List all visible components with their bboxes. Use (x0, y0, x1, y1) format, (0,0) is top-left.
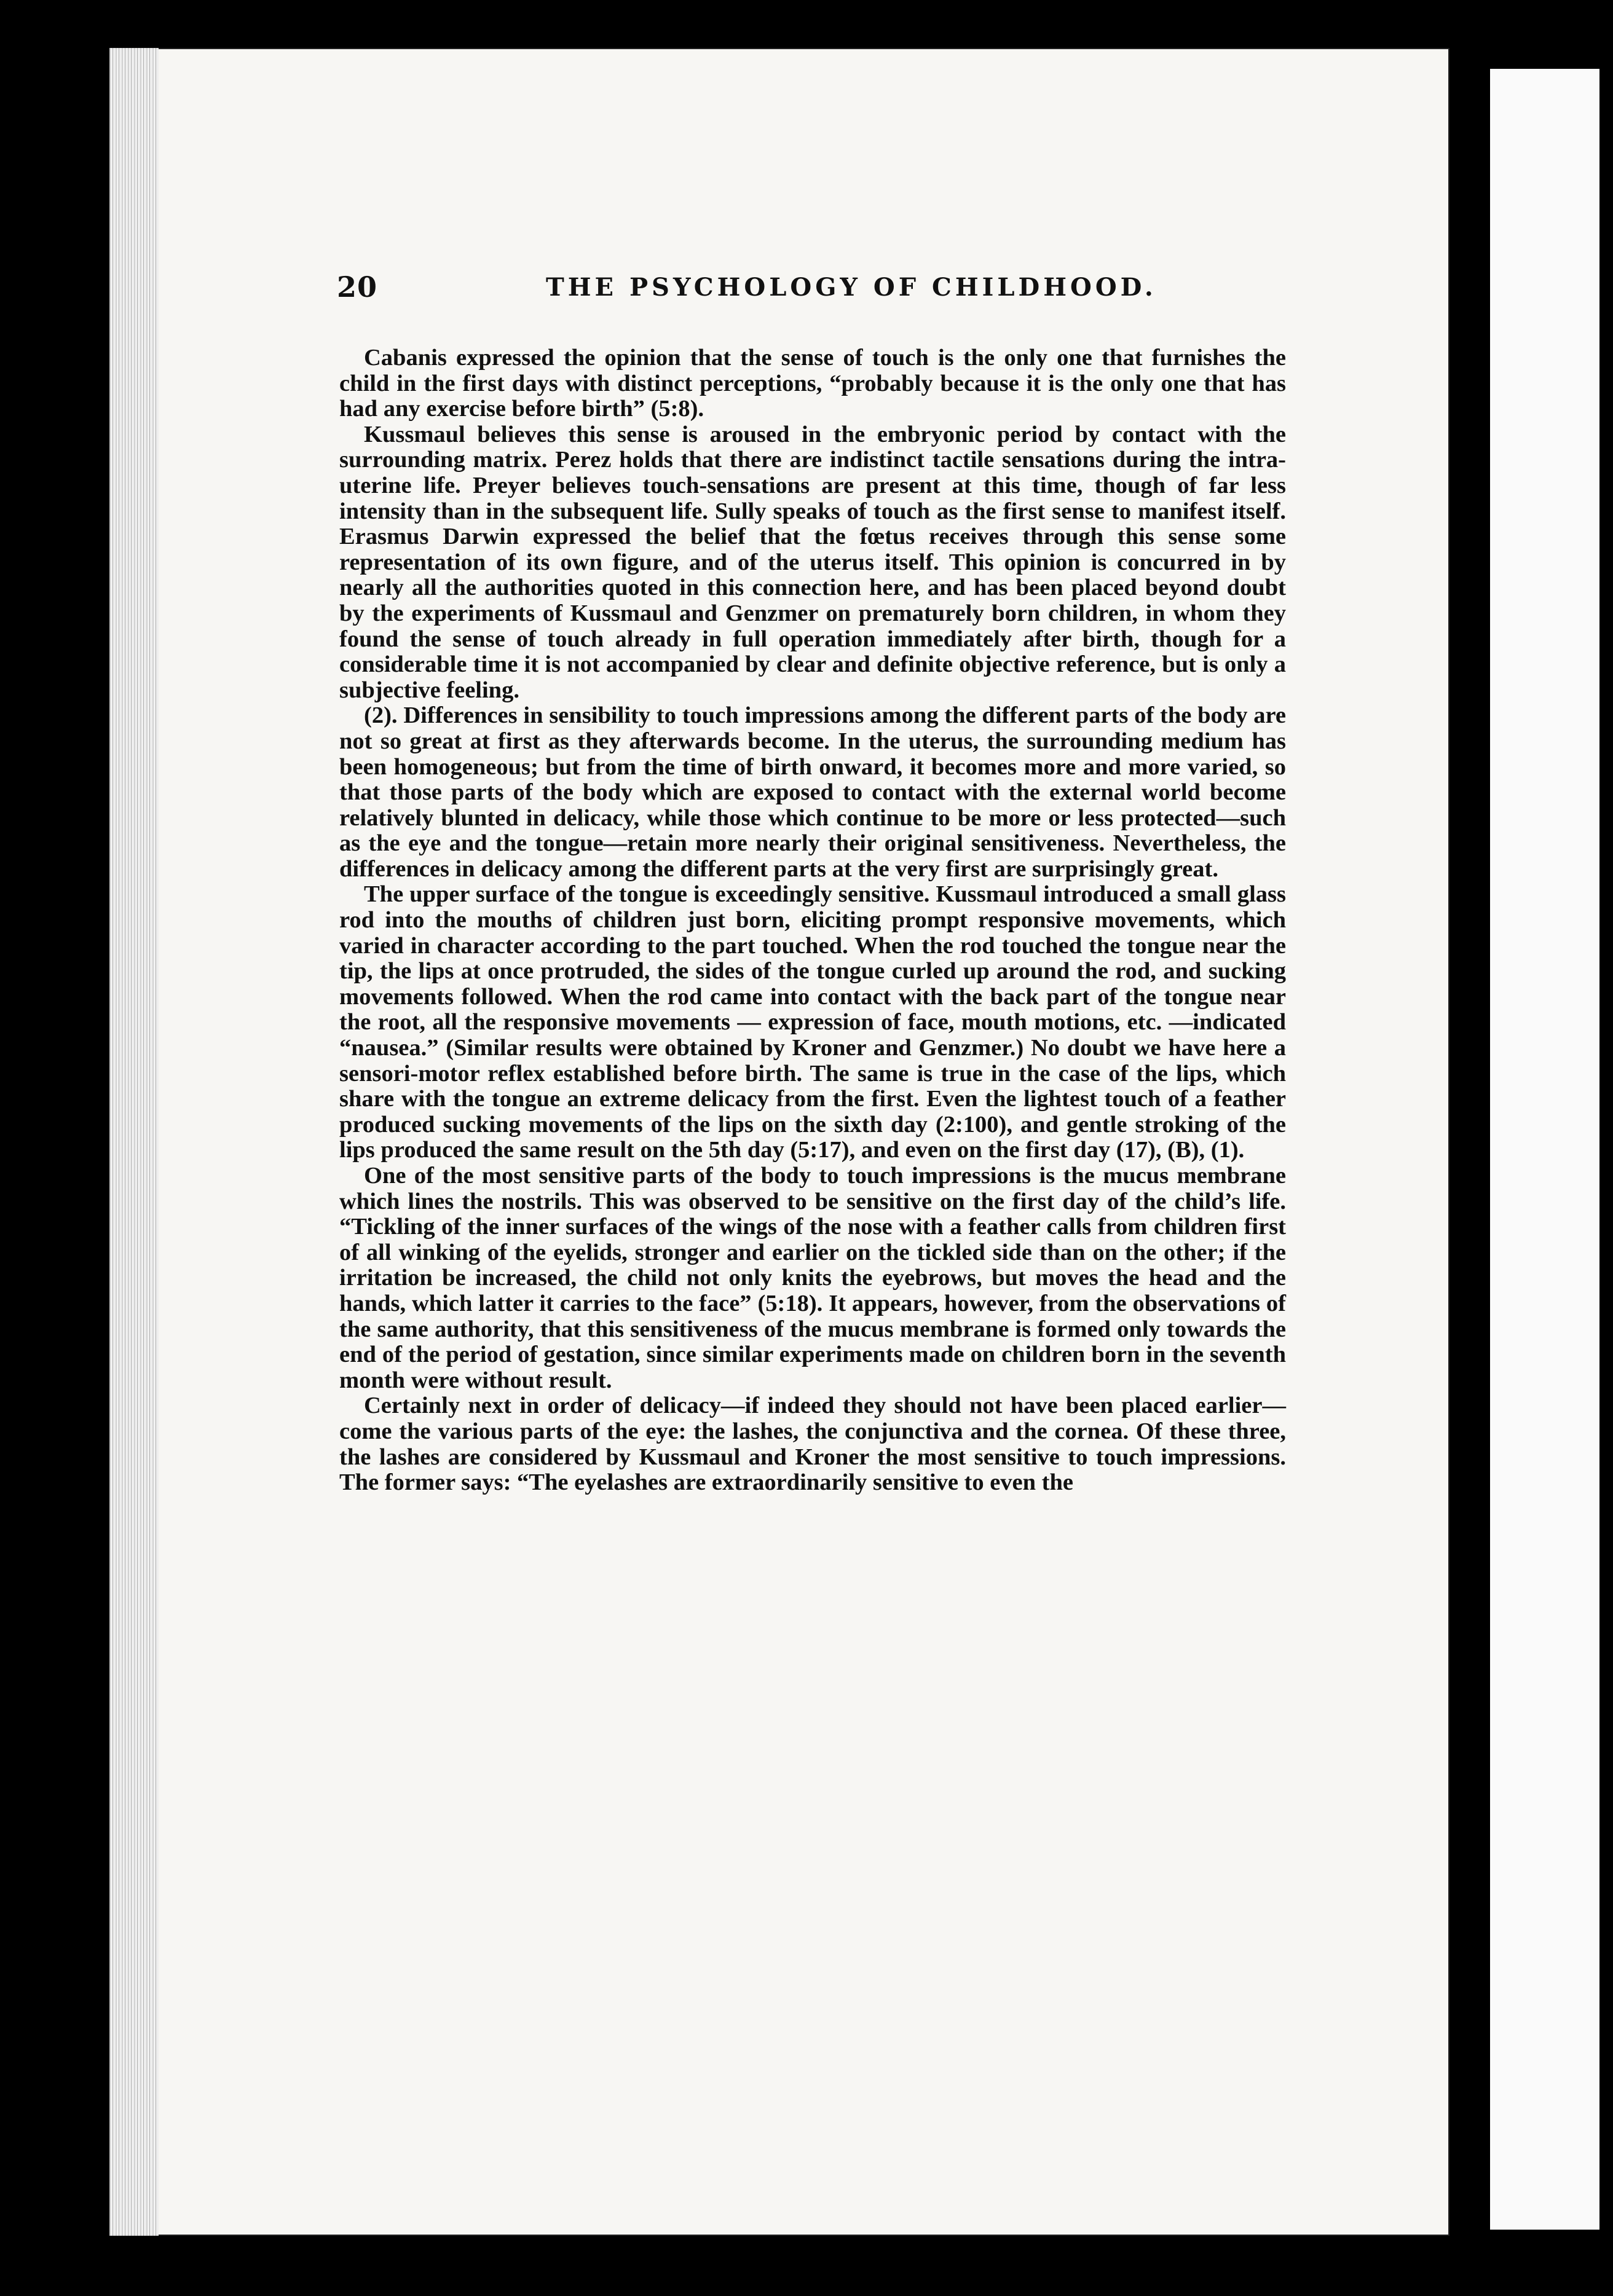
running-title: THE PSYCHOLOGY OF CHILDHOOD. (546, 273, 1157, 302)
paragraph-tongue: The upper surface of the tongue is exceedingly sensitive. Kussmaul introduced a small glass rod into the mouths of children just born, eliciting prompt responsive movements, which varied in character according to the part touched. When the rod touched the tongue near the tip, the lips at once protruded, the sides of the tongue curled up around the rod, and sucking movements followed. When the rod came into contact with the back part of the tongue near the root, all the responsive movements — expression of face, mouth motions, etc. —indicated “nausea.” (Similar results were obtained by Kroner and Genzmer.) No doubt we have here a sensori-motor reflex established before birth. The same is true in the case of the lips, which share with the tongue an extreme delicacy from the first. Even the lightest touch of a feather produced sucking movements of the lips on the sixth day (2:100), and gentle stroking of the lips produced the same result on the 5th day (5:17), and even on the first day (17), (B), (1). (339, 881, 1286, 1163)
gutter-shadow (1465, 69, 1490, 2230)
paragraph-nostrils: One of the most sensitive parts of the body to touch impressions is the mucus membrane which lines the nostrils. This was observed to be sensitive on the first day of the child’s life. “Tickling of the inner surfaces of the wings of the nose with a feather calls from children first of all winking of the eyelids, stronger and earlier on the tickled side than on the other; if the irritation be increased, the child not only knits the eyebrows, but moves the head and the hands, which latter it carries to the face” (5:18). It appears, however, from the observations of the same authority, that this sensitiveness of the mucus membrane is formed only towards the end of the period of gestation, since similar experiments made on children born in the seventh month were without result. (339, 1163, 1286, 1393)
page-header (337, 270, 1296, 313)
page-number: 20 (337, 270, 378, 304)
page-edge-stack (109, 48, 159, 2236)
paragraph-cabanis: Cabanis expressed the opinion that the sense of touch is the only one that furnishes the child in the first days with distinct perceptions, “probably because it is the only one that has had any exercise before birth” (5:8). (339, 345, 1286, 422)
paragraph-eye: Certainly next in order of delicacy—if indeed they should not have been placed earlier—come the various parts of the eye: the lashes, the conjunctiva and the cornea. Of these three, the lashes are considered by Kussmaul and Kroner the most sensitive to touch impressions. The former says: “The eyelashes are extraordinarily sensitive to even the (339, 1393, 1286, 1496)
paragraph-kussmaul-embryonic: Kussmaul believes this sense is aroused in the embryonic period by contact with the surrounding matrix. Perez holds that there are indistinct tactile sensations during the intra-uterine life. Preyer believes touch-sensations are present at this time, though of far less intensity than in the subsequent life. Sully speaks of touch as the first sense to manifest itself. Erasmus Darwin expressed the belief that the fœtus receives through this sense some representation of its own figure, and of the uterus itself. This opinion is concurred in by nearly all the authorities quoted in this connection here, and has been placed beyond doubt by the experiments of Kussmaul and Genzmer on prematurely born children, in whom they found the sense of touch already in full operation immediately after birth, though for a considerable time it is not accompanied by clear and definite objective reference, but is only a subjective feeling. (339, 421, 1286, 703)
body-text (339, 345, 1286, 1943)
paragraph-differences-sensibility: (2). Differences in sensibility to touch impressions among the different parts of the body are not so great at first as they afterwards become. In the uterus, the surrounding medium has been homogeneous; but from the time of birth onward, it becomes more and more varied, so that those parts of the body which are exposed to contact with the external world become relatively blunted in delicacy, while those which continue to be more or less protected—such as the eye and the tongue—retain more nearly their original sensitiveness. Nevertheless, the differences in delicacy among the different parts at the very first are surprisingly great. (339, 702, 1286, 882)
